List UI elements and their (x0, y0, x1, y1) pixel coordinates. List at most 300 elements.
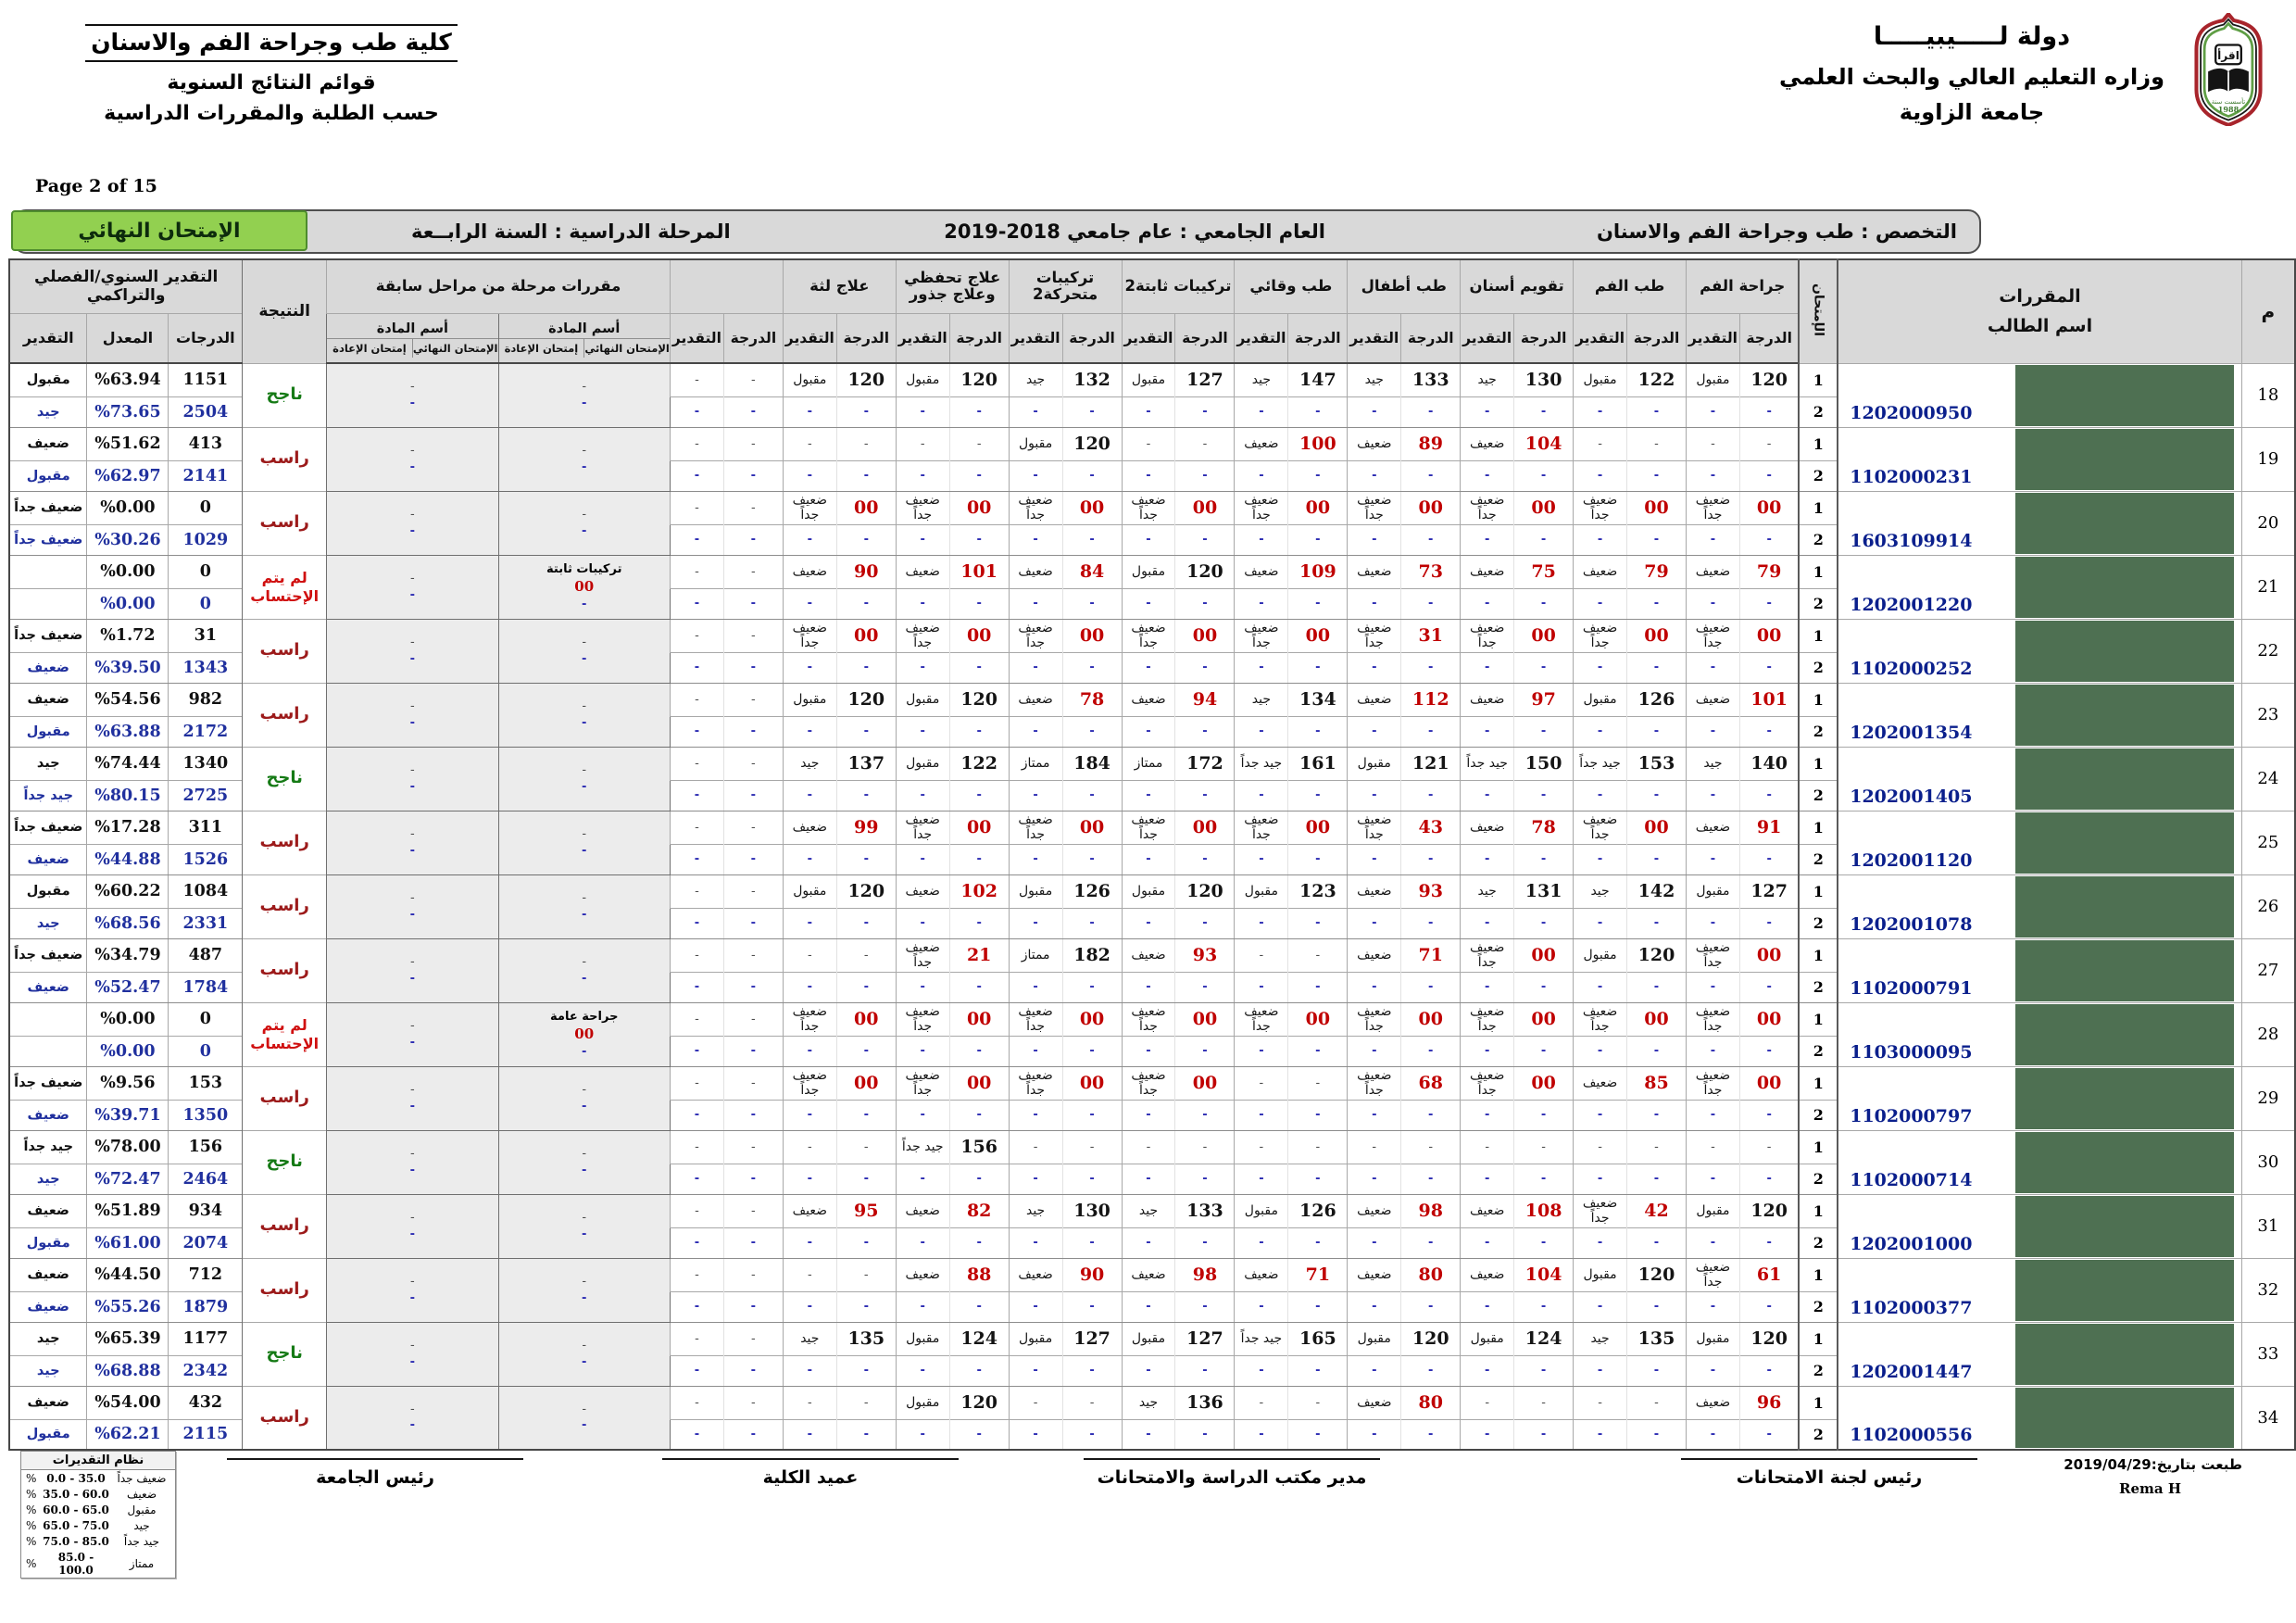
grading-scale-title: نظام التقديرات (21, 1452, 175, 1470)
grade-evaluation-retake: - (1235, 780, 1288, 811)
grade-score: 75 (1514, 555, 1574, 588)
grade-score-retake: - (1514, 1227, 1574, 1258)
grade-evaluation-retake: - (1235, 1036, 1288, 1066)
dash: - (582, 1290, 587, 1305)
result-value: ناجح (243, 363, 327, 427)
student-name-redaction (2015, 1132, 2234, 1193)
grade-score-retake: - (1288, 396, 1348, 427)
grade-score-retake: - (836, 1036, 896, 1066)
annual-average: %34.79 (87, 938, 169, 972)
grade-score: 00 (1739, 619, 1799, 652)
grade-evaluation: ضعيف جداً (1461, 491, 1514, 524)
result-value: ناجح (243, 747, 327, 811)
dash: - (409, 890, 415, 905)
grade-evaluation-retake: - (1461, 1355, 1514, 1386)
annual-points: 311 (169, 811, 243, 844)
student-name-cell (1838, 1130, 2241, 1194)
dash: - (582, 507, 587, 522)
annual-points: 487 (169, 938, 243, 972)
grade-score: 00 (1627, 619, 1687, 652)
grade-score-retake: - (836, 1164, 896, 1194)
annual-average: %51.89 (87, 1194, 169, 1227)
exam-attempt-2: 2 (1799, 460, 1838, 491)
grade-evaluation-retake: - (1348, 1164, 1401, 1194)
grade-evaluation-retake: - (1348, 524, 1401, 555)
grade-score: 127 (1175, 363, 1235, 396)
grade-evaluation: ضعيف (1348, 874, 1401, 908)
grade-evaluation-retake: - (670, 1227, 723, 1258)
subheader-grade: الدرجة (1401, 313, 1461, 363)
grade-evaluation-retake: - (783, 460, 836, 491)
previous-course-1 (498, 491, 670, 555)
grade-evaluation: ضعيف (1348, 1194, 1401, 1227)
grade-evaluation: ضعيف (1348, 555, 1401, 588)
grade-evaluation-retake: - (1686, 1355, 1739, 1386)
grade-score: 101 (949, 555, 1009, 588)
grade-score-retake: - (1514, 844, 1574, 874)
scale-percent: % (26, 1471, 37, 1485)
grade-score-retake: - (1739, 1164, 1799, 1194)
student-id: 1202001447 (1850, 1361, 1973, 1382)
cumulative-average: %30.26 (87, 524, 169, 555)
grade-score: 00 (836, 1066, 896, 1100)
cumulative-average: %0.00 (87, 1036, 169, 1066)
grade-score: - (1288, 1066, 1348, 1100)
cumulative-evaluation: مقبول (9, 1419, 87, 1450)
grade-score-retake: - (1401, 972, 1461, 1002)
dash: - (582, 971, 587, 986)
grade-evaluation: - (670, 747, 723, 780)
grade-evaluation: - (670, 683, 723, 716)
grade-evaluation-retake: - (896, 1291, 949, 1322)
grade-score-retake: - (1175, 1291, 1235, 1322)
grade-evaluation-retake: - (670, 652, 723, 683)
result-value: ناجح (243, 1130, 327, 1194)
grade-score: 00 (1062, 619, 1122, 652)
dash: - (409, 907, 416, 922)
final-exam-badge: الإمتحان النهائي (11, 210, 307, 251)
grading-scale-row (21, 1517, 175, 1533)
grade-score-retake: - (1288, 1100, 1348, 1130)
grade-score-retake: - (1739, 1355, 1799, 1386)
subheader-grade: الدرجة (1062, 313, 1122, 363)
grade-evaluation-retake: - (1686, 844, 1739, 874)
grade-score-retake: - (949, 460, 1009, 491)
grade-score: 00 (1739, 491, 1799, 524)
grade-evaluation-retake: - (783, 1291, 836, 1322)
annual-average: %51.62 (87, 427, 169, 460)
grade-evaluation-retake: - (1348, 844, 1401, 874)
dash: - (409, 779, 416, 794)
previous-course-2 (327, 363, 498, 427)
grade-score-retake: - (1739, 780, 1799, 811)
cumulative-evaluation: ضعيف (9, 652, 87, 683)
grade-evaluation: - (1009, 1130, 1062, 1164)
grade-score: 104 (1514, 427, 1574, 460)
grade-evaluation: ضعيف جداً (1348, 619, 1401, 652)
grade-evaluation-retake: - (1686, 1164, 1739, 1194)
column-header-exam: الإمتحان (1799, 259, 1838, 363)
cumulative-points: 2504 (169, 396, 243, 427)
grading-scale-row (21, 1533, 175, 1549)
grade-evaluation-retake: - (1461, 1100, 1514, 1130)
grade-score: - (723, 363, 783, 396)
subheader-grade: الدرجة (949, 313, 1009, 363)
grade-evaluation-retake: - (1009, 396, 1062, 427)
grade-score-retake: - (1514, 396, 1574, 427)
grade-score-retake: - (949, 1227, 1009, 1258)
dash: - (409, 1035, 416, 1050)
grade-score-retake: - (1401, 844, 1461, 874)
annual-evaluation: ضعيف جداً (9, 491, 87, 524)
grade-evaluation: ضعيف (1348, 427, 1401, 460)
row-index: 27 (2241, 938, 2295, 1002)
grade-evaluation-retake: - (670, 1164, 723, 1194)
grading-scale-row (21, 1470, 175, 1486)
grade-evaluation-retake: - (1461, 1164, 1514, 1194)
grade-evaluation-retake: - (896, 1100, 949, 1130)
annual-average: %63.94 (87, 363, 169, 396)
dash: - (582, 1338, 587, 1352)
grade-score: 120 (1739, 1194, 1799, 1227)
grade-score: 00 (1514, 619, 1574, 652)
annual-evaluation: جيد جداً (9, 1130, 87, 1164)
grade-score: - (723, 1130, 783, 1164)
exam-attempt-2: 2 (1799, 844, 1838, 874)
student-row-exam1 (9, 363, 2295, 396)
exam-attempt-1: 1 (1799, 1322, 1838, 1355)
grade-evaluation-retake: - (670, 460, 723, 491)
dash: - (409, 1146, 415, 1161)
row-index: 18 (2241, 363, 2295, 427)
grade-evaluation-retake: - (1348, 460, 1401, 491)
annual-points: 934 (169, 1194, 243, 1227)
grade-evaluation: ضعيف جداً (896, 938, 949, 972)
grade-score: 120 (1627, 1258, 1687, 1291)
student-row-exam1 (9, 1322, 2295, 1355)
grade-score: 137 (836, 747, 896, 780)
grade-evaluation-retake: - (783, 1419, 836, 1450)
subheader-grade: الدرجة (1514, 313, 1574, 363)
grade-score: 122 (1627, 363, 1687, 396)
grade-score-retake: - (1514, 1164, 1574, 1194)
student-row-exam1 (9, 811, 2295, 844)
grade-score-retake: - (1401, 1355, 1461, 1386)
dash: - (582, 762, 587, 777)
grade-evaluation: ضعيف (783, 811, 836, 844)
grade-evaluation: مقبول (1009, 874, 1062, 908)
exam-attempt-1: 1 (1799, 555, 1838, 588)
exam-attempt-2: 2 (1799, 1355, 1838, 1386)
grade-evaluation-retake: - (1574, 1227, 1627, 1258)
student-id: 1103000095 (1850, 1041, 1973, 1063)
logo-founded-text: تأسست سنة (2211, 97, 2246, 106)
grade-score: 00 (1739, 1066, 1799, 1100)
grade-score-retake: - (1401, 588, 1461, 619)
grade-evaluation-retake: - (1348, 652, 1401, 683)
grade-score-retake: - (1175, 1164, 1235, 1194)
exam-attempt-1: 1 (1799, 491, 1838, 524)
student-name-redaction (2015, 1324, 2234, 1385)
scale-range: 65.0 - 75.0 (43, 1518, 109, 1532)
grade-evaluation: ضعيف جداً (1686, 619, 1739, 652)
row-index: 32 (2241, 1258, 2295, 1322)
grade-evaluation-retake: - (1009, 1227, 1062, 1258)
grade-evaluation: جيد جداً (1235, 747, 1288, 780)
grade-evaluation-retake: - (1574, 1100, 1627, 1130)
student-name-redaction (2015, 812, 2234, 874)
grade-evaluation-retake: - (1574, 1419, 1627, 1450)
subheader-evaluation: التقدير (1461, 313, 1514, 363)
grade-evaluation: ضعيف جداً (1009, 1066, 1062, 1100)
annual-evaluation: ضعيف جداً (9, 938, 87, 972)
exam-attempt-1: 1 (1799, 363, 1838, 396)
grade-evaluation: - (1348, 1130, 1401, 1164)
grade-evaluation: ضعيف جداً (1574, 811, 1627, 844)
cumulative-evaluation: ضعيف (9, 1291, 87, 1322)
result-value: راسب (243, 427, 327, 491)
dash: - (582, 1099, 587, 1113)
dash: - (409, 507, 415, 522)
grade-score-retake: - (1401, 716, 1461, 747)
grade-evaluation-retake: - (1461, 780, 1514, 811)
grade-evaluation: ضعيف (1122, 683, 1175, 716)
grade-score: 71 (1401, 938, 1461, 972)
grade-evaluation-retake: - (1348, 1355, 1401, 1386)
grade-evaluation: ضعيف (1574, 555, 1627, 588)
annual-points: 0 (169, 1002, 243, 1036)
previous-course-2 (327, 874, 498, 938)
grade-evaluation: مقبول (1574, 938, 1627, 972)
grade-evaluation: ضعيف جداً (896, 811, 949, 844)
grade-score-retake: - (1401, 1291, 1461, 1322)
grade-evaluation-retake: - (1574, 1355, 1627, 1386)
grade-score: - (723, 427, 783, 460)
result-value: راسب (243, 874, 327, 938)
grade-score: 120 (1739, 363, 1799, 396)
annual-points: 1151 (169, 363, 243, 396)
grade-score: 00 (1627, 811, 1687, 844)
grade-evaluation: - (670, 938, 723, 972)
grade-score-retake: - (1627, 460, 1687, 491)
grade-score-retake: - (723, 524, 783, 555)
grade-evaluation: جيد (1235, 363, 1288, 396)
grade-score: 68 (1401, 1066, 1461, 1100)
grade-evaluation-retake: - (1574, 844, 1627, 874)
info-band (13, 209, 1981, 254)
scale-label: ضعيف (126, 1487, 157, 1501)
grade-evaluation: ممتاز (1009, 747, 1062, 780)
dash: - (582, 523, 587, 538)
grade-score-retake: - (1288, 652, 1348, 683)
grade-evaluation: ضعيف جداً (1686, 938, 1739, 972)
grade-score-retake: - (1739, 1227, 1799, 1258)
grade-score: 93 (1175, 938, 1235, 972)
cumulative-average: %61.00 (87, 1227, 169, 1258)
grade-evaluation: ضعيف (1461, 1194, 1514, 1227)
grade-score: 00 (836, 1002, 896, 1036)
column-subject-8: علاج تحفظي وعلاج جذور (896, 259, 1009, 313)
grade-evaluation-retake: - (1574, 588, 1627, 619)
grade-score-retake: - (836, 1291, 896, 1322)
cumulative-average: %80.15 (87, 780, 169, 811)
courses-label: المقررات (1999, 286, 2081, 308)
grade-evaluation-retake: - (1461, 972, 1514, 1002)
grade-score: 147 (1288, 363, 1348, 396)
grade-score: 85 (1627, 1066, 1687, 1100)
annual-average: %1.72 (87, 619, 169, 652)
grade-evaluation-retake: - (896, 844, 949, 874)
row-index: 21 (2241, 555, 2295, 619)
previous-course-2 (327, 1066, 498, 1130)
grade-score-retake: - (1739, 652, 1799, 683)
grade-score-retake: - (723, 652, 783, 683)
annual-points: 1340 (169, 747, 243, 780)
cumulative-points: 2725 (169, 780, 243, 811)
dash: - (409, 396, 416, 410)
grade-score-retake: - (723, 844, 783, 874)
exam-attempt-1: 1 (1799, 683, 1838, 716)
dash: - (409, 1402, 415, 1416)
grade-score-retake: - (1514, 460, 1574, 491)
grade-evaluation-retake: - (1235, 908, 1288, 938)
grade-score-retake: - (1514, 716, 1574, 747)
subheader-grade: الدرجة (836, 313, 896, 363)
student-id: 1102000797 (1850, 1105, 1973, 1126)
grade-evaluation-retake: - (896, 716, 949, 747)
grade-evaluation: مقبول (1235, 1194, 1288, 1227)
grade-score: 140 (1739, 747, 1799, 780)
dash: - (582, 597, 587, 611)
grade-evaluation: ممتاز (1009, 938, 1062, 972)
grade-evaluation: ضعيف جداً (1461, 1066, 1514, 1100)
grade-score-retake: - (723, 716, 783, 747)
student-name-cell (1838, 555, 2241, 619)
grade-evaluation: مقبول (1574, 683, 1627, 716)
grade-evaluation: ضعيف جداً (1461, 938, 1514, 972)
row-index: 31 (2241, 1194, 2295, 1258)
grade-evaluation-retake: - (783, 780, 836, 811)
dash: - (582, 1274, 587, 1289)
cumulative-evaluation: جيد (9, 1164, 87, 1194)
dash: - (409, 715, 416, 730)
exam-attempt-2: 2 (1799, 972, 1838, 1002)
previous-course-2 (327, 555, 498, 619)
grade-evaluation: - (670, 1258, 723, 1291)
column-header-result: النتيجة (243, 259, 327, 363)
grade-evaluation-retake: - (670, 780, 723, 811)
grade-evaluation: مقبول (1686, 363, 1739, 396)
grade-score: - (723, 1066, 783, 1100)
grade-score: 95 (836, 1194, 896, 1227)
student-row-exam1 (9, 938, 2295, 972)
cumulative-average: %63.88 (87, 716, 169, 747)
scale-label: مقبول (127, 1503, 157, 1516)
grade-evaluation-retake: - (896, 652, 949, 683)
grade-evaluation: مقبول (1348, 1322, 1401, 1355)
grade-score: 00 (1514, 938, 1574, 972)
cumulative-points: 2464 (169, 1164, 243, 1194)
annual-evaluation: جيد (9, 747, 87, 780)
grade-evaluation-retake: - (1574, 780, 1627, 811)
student-name-redaction (2015, 1004, 2234, 1065)
grade-evaluation-retake: - (670, 1291, 723, 1322)
cumulative-evaluation: جيد جداً (9, 780, 87, 811)
grade-score: 00 (1401, 491, 1461, 524)
student-row-exam1 (9, 1002, 2295, 1036)
grade-score: 84 (1062, 555, 1122, 588)
grade-score: 00 (1062, 491, 1122, 524)
subheader-evaluation: التقدير (896, 313, 949, 363)
annual-evaluation: ضعيف (9, 1386, 87, 1419)
annual-average: %17.28 (87, 811, 169, 844)
grade-score-retake: - (1062, 1100, 1122, 1130)
grade-evaluation: ضعيف جداً (1686, 1066, 1739, 1100)
annual-evaluation: ضعيف (9, 1194, 87, 1227)
column-header-index: م (2241, 259, 2295, 363)
previous-course-2 (327, 1258, 498, 1322)
grade-score: - (836, 1386, 896, 1419)
grade-evaluation-retake: - (1686, 396, 1739, 427)
scale-label: جيد جداً (123, 1534, 160, 1548)
grade-evaluation: جيد (1461, 363, 1514, 396)
result-value: راسب (243, 619, 327, 683)
cumulative-points: 0 (169, 588, 243, 619)
grade-evaluation: - (670, 1066, 723, 1100)
grade-evaluation-retake: - (1348, 1227, 1401, 1258)
exam-attempt-2: 2 (1799, 1227, 1838, 1258)
cumulative-points: 1526 (169, 844, 243, 874)
grade-score-retake: - (1175, 1355, 1235, 1386)
grade-evaluation-retake: - (1461, 1227, 1514, 1258)
grade-evaluation: جيد (1348, 363, 1401, 396)
grade-score-retake: - (1739, 588, 1799, 619)
grade-score-retake: - (1627, 1036, 1687, 1066)
grade-score: - (723, 811, 783, 844)
grade-score-retake: - (1514, 1419, 1574, 1450)
grade-score: 00 (1062, 1002, 1122, 1036)
specialty-label: التخصص : طب وجراحة الفم والاسنان (1596, 220, 1957, 243)
grade-evaluation-retake: - (1235, 524, 1288, 555)
grade-evaluation-retake: - (896, 524, 949, 555)
grade-score: 94 (1175, 683, 1235, 716)
result-value: راسب (243, 1386, 327, 1450)
grade-score: 120 (836, 363, 896, 396)
cumulative-points: 0 (169, 1036, 243, 1066)
grade-score-retake: - (1288, 1419, 1348, 1450)
grade-score-retake: - (836, 460, 896, 491)
student-name-redaction (2015, 1260, 2234, 1321)
grade-evaluation-retake: - (670, 972, 723, 1002)
grade-evaluation-retake: - (670, 396, 723, 427)
grade-score: 00 (1514, 491, 1574, 524)
grade-score-retake: - (1288, 1355, 1348, 1386)
annual-average: %0.00 (87, 555, 169, 588)
grade-evaluation-retake: - (783, 1355, 836, 1386)
student-id: 1202001220 (1850, 594, 1973, 615)
student-id: 1202001120 (1850, 849, 1973, 871)
grade-evaluation: جيد (1461, 874, 1514, 908)
scale-range: 60.0 - 65.0 (43, 1503, 109, 1516)
dash: - (409, 826, 415, 841)
dash: - (582, 443, 587, 458)
grade-score: 00 (949, 1002, 1009, 1036)
annual-points: 413 (169, 427, 243, 460)
grade-evaluation: ضعيف جداً (1574, 491, 1627, 524)
grade-evaluation: جيد جداً (1235, 1322, 1288, 1355)
grade-evaluation: ضعيف جداً (1122, 619, 1175, 652)
grade-evaluation-retake: - (1574, 1164, 1627, 1194)
